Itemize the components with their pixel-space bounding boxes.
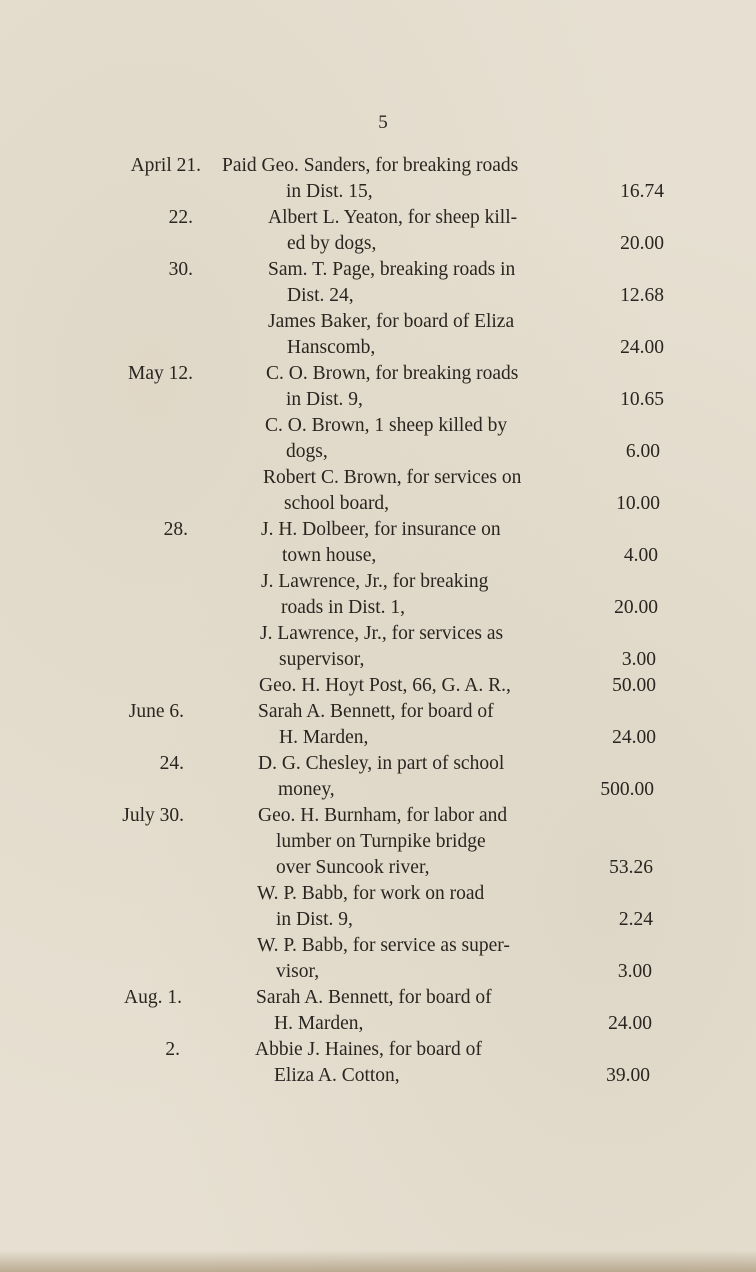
entry-amount: 12.68 xyxy=(620,285,664,306)
entry-amount: 24.00 xyxy=(612,727,656,748)
entry-amount: 10.65 xyxy=(620,389,664,410)
entry-amount: 6.00 xyxy=(625,441,660,462)
ledger-entry xyxy=(0,985,756,1037)
ledger-entry xyxy=(0,621,756,673)
entry-date: 24. xyxy=(159,753,184,774)
entry-date: 22. xyxy=(168,207,193,228)
entry-description-line2: Eliza A. Cotton, xyxy=(274,1065,400,1086)
entry-description-line2: visor, xyxy=(276,961,320,982)
entry-date: May 12. xyxy=(128,363,193,384)
entry-description-line1: D. G. Chesley, in part of school xyxy=(258,753,505,774)
entry-description-line1: J. Lawrence, Jr., for breaking xyxy=(261,571,489,592)
entry-date: April 21. xyxy=(130,155,201,176)
entry-amount: 20.00 xyxy=(614,597,658,618)
ledger-entry xyxy=(0,673,756,699)
entry-amount: 39.00 xyxy=(606,1065,650,1086)
entry-description-line2: dogs, xyxy=(286,441,328,462)
entry-description-line2: in Dist. 9, xyxy=(286,389,363,410)
entry-date: June 6. xyxy=(128,701,184,722)
entry-description-line2: roads in Dist. 1, xyxy=(281,597,406,618)
ledger-entry xyxy=(0,1037,756,1089)
ledger-entry xyxy=(0,465,756,517)
entry-amount: 500.00 xyxy=(600,779,654,800)
entry-description-line2: Dist. 24, xyxy=(287,285,354,306)
entry-description-line3: over Suncook river, xyxy=(276,857,430,878)
entry-description-line1: Paid Geo. Sanders, for breaking roads xyxy=(222,155,519,176)
ledger-entry xyxy=(0,569,756,621)
ledger-entries xyxy=(0,153,756,1089)
entry-description-line2: lumber on Turnpike bridge xyxy=(276,831,486,852)
ledger-entry xyxy=(0,413,756,465)
entry-amount: 50.00 xyxy=(612,675,656,696)
entry-description-line2: in Dist. 9, xyxy=(276,909,353,930)
entry-description-line2: ed by dogs, xyxy=(287,233,377,254)
worn-page-edge xyxy=(0,1250,756,1272)
entry-description-line1: Robert C. Brown, for services on xyxy=(263,467,522,488)
entry-date: 30. xyxy=(168,259,193,280)
entry-description-line1: Sarah A. Bennett, for board of xyxy=(258,701,494,722)
entry-amount: 53.26 xyxy=(609,857,653,878)
entry-description-line2: H. Marden, xyxy=(279,727,369,748)
ledger-entry xyxy=(0,309,756,361)
entry-amount: 24.00 xyxy=(608,1013,652,1034)
entry-amount: 20.00 xyxy=(620,233,664,254)
ledger-entry xyxy=(0,751,756,803)
entry-description-line2: town house, xyxy=(282,545,377,566)
entry-description-line1: Sarah A. Bennett, for board of xyxy=(256,987,492,1008)
entry-date: 2. xyxy=(165,1039,180,1060)
ledger-entry xyxy=(0,257,756,309)
entry-description-line1: Abbie J. Haines, for board of xyxy=(255,1039,482,1060)
entry-amount: 3.00 xyxy=(621,649,656,670)
entry-description-line1: W. P. Babb, for work on road xyxy=(257,883,485,904)
entry-description-line1: C. O. Brown, for breaking roads xyxy=(266,363,519,384)
entry-description-line1: C. O. Brown, 1 sheep killed by xyxy=(265,415,508,436)
entry-description-line1: Geo. H. Hoyt Post, 66, G. A. R., xyxy=(259,675,511,696)
entry-description-line2: H. Marden, xyxy=(274,1013,364,1034)
entry-amount: 16.74 xyxy=(620,181,664,202)
entry-description-line1: Albert L. Yeaton, for sheep kill- xyxy=(268,207,518,228)
entry-date: Aug. 1. xyxy=(124,987,182,1008)
entry-date: 28. xyxy=(163,519,188,540)
ledger-entry xyxy=(0,153,756,205)
entry-date: July 30. xyxy=(122,805,184,826)
ledger-entry xyxy=(0,361,756,413)
entry-description-line1: J. Lawrence, Jr., for services as xyxy=(260,623,504,644)
ledger-entry xyxy=(0,881,756,933)
ledger-entry xyxy=(0,933,756,985)
entry-amount: 2.24 xyxy=(618,909,653,930)
entry-description-line2: money, xyxy=(278,779,335,800)
ledger-entry xyxy=(0,517,756,569)
ledger-entry xyxy=(0,699,756,751)
entry-description-line2: school board, xyxy=(284,493,390,514)
entry-amount: 24.00 xyxy=(620,337,664,358)
entry-amount: 4.00 xyxy=(623,545,658,566)
entry-description-line2: in Dist. 15, xyxy=(286,181,373,202)
entry-description-line2: Hanscomb, xyxy=(287,337,376,358)
entry-description-line1: W. P. Babb, for service as super- xyxy=(257,935,510,956)
entry-description-line2: supervisor, xyxy=(279,649,365,670)
entry-amount: 3.00 xyxy=(617,961,652,982)
ledger-entry xyxy=(0,205,756,257)
entry-amount: 10.00 xyxy=(616,493,660,514)
entry-description-line1: J. H. Dolbeer, for insurance on xyxy=(261,519,501,540)
page-number: 5 xyxy=(378,112,388,133)
entry-description-line1: Geo. H. Burnham, for labor and xyxy=(258,805,508,826)
entry-description-line1: James Baker, for board of Eliza xyxy=(268,311,515,332)
entry-description-line1: Sam. T. Page, breaking roads in xyxy=(268,259,516,280)
ledger-entry xyxy=(0,803,756,881)
